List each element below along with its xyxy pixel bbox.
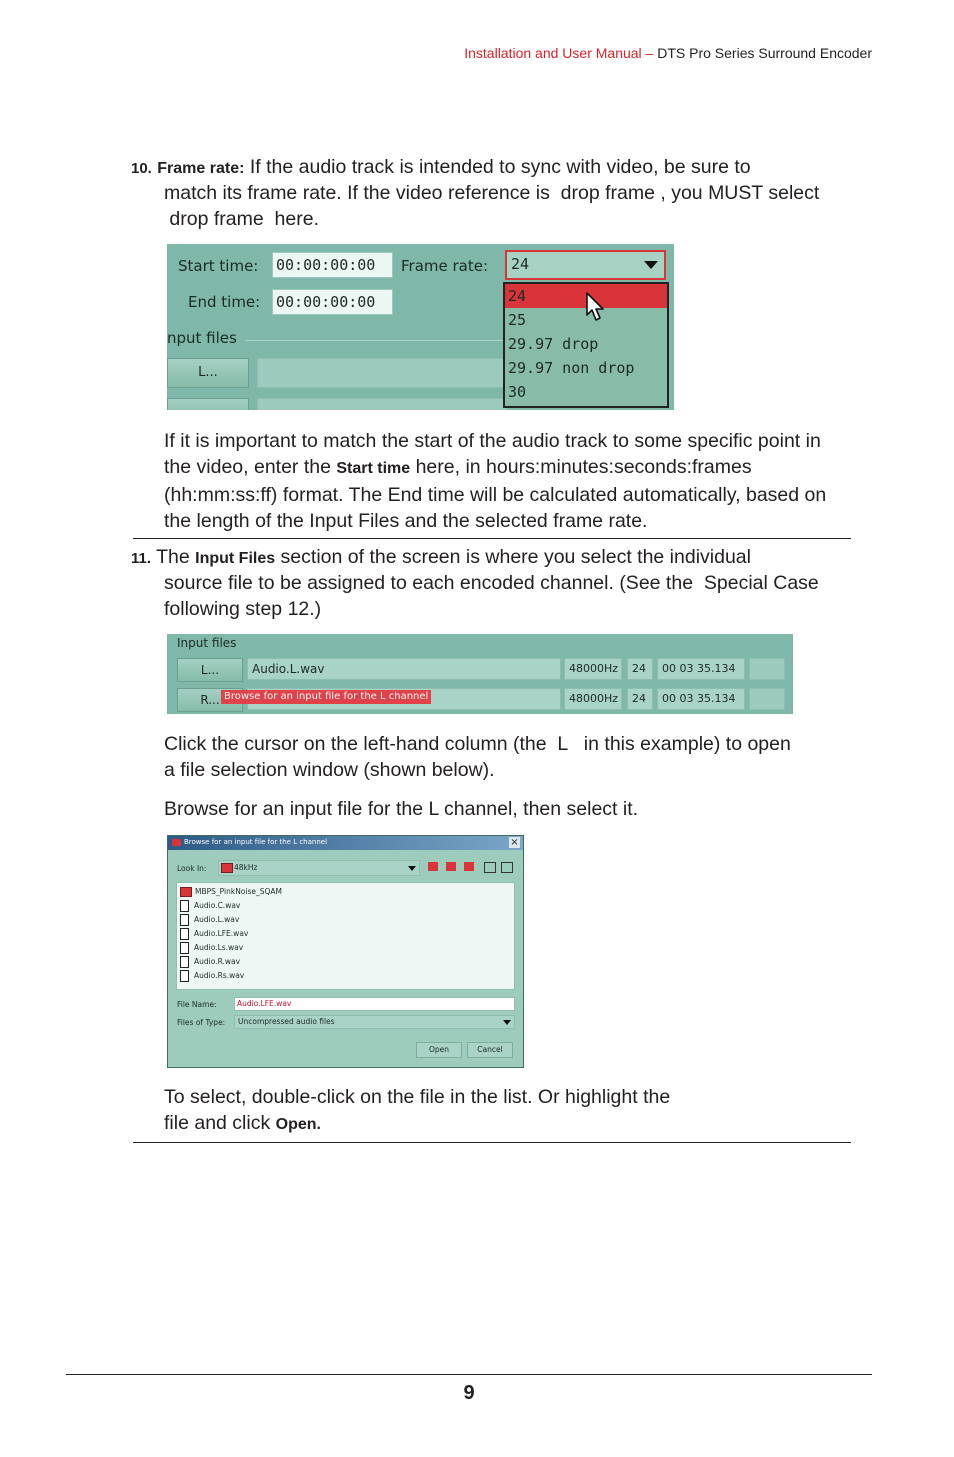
r-channel-button[interactable]: R... xyxy=(177,688,243,712)
folder-icon xyxy=(221,863,233,873)
click-paragraph-line1: Click the cursor on the left-hand column (the L in this example) to open xyxy=(164,733,791,755)
step-10 xyxy=(131,154,871,182)
paragraph-text: section of the screen is where you select the individual xyxy=(275,546,751,568)
frame-rate-option[interactable]: 24 xyxy=(505,284,667,308)
r-channel-duration: 00 03 35.134 xyxy=(657,688,745,710)
step-10-keyword: Frame rate: xyxy=(157,160,245,177)
look-in-label: Look In: xyxy=(177,864,207,873)
select-paragraph-line1: To select, double-click on the file in the list. Or highlight the xyxy=(164,1086,671,1108)
files-of-type-select[interactable] xyxy=(234,1015,515,1029)
file-icon xyxy=(180,914,189,926)
l-channel-select[interactable] xyxy=(749,658,785,680)
footer-rule xyxy=(66,1374,872,1375)
section-divider xyxy=(133,1142,851,1143)
file-name-input[interactable] xyxy=(234,997,515,1011)
header-title-part1: Installation and User Manual – xyxy=(464,45,654,61)
file-name: Audio.C.wav xyxy=(194,901,241,910)
paragraph-line: (hh:mm:ss:ff) format. The End time will be calculated automatically, based on xyxy=(164,484,827,506)
page-number: 9 xyxy=(463,1382,475,1404)
paragraph-text: The xyxy=(156,546,196,568)
frame-rate-option[interactable]: 29.97 non drop xyxy=(508,359,635,377)
look-in-value: 48kHz xyxy=(234,863,258,872)
step-11 xyxy=(131,544,871,572)
files-of-type-label: Files of Type: xyxy=(177,1018,226,1027)
list-view-icon[interactable] xyxy=(484,862,496,873)
r-channel-select[interactable] xyxy=(749,688,785,710)
mouse-cursor-icon xyxy=(585,291,607,323)
open-keyword: Open. xyxy=(275,1116,321,1133)
start-time-label: Start time: xyxy=(178,257,259,275)
new-folder-icon[interactable] xyxy=(464,862,474,871)
l-channel-bits: 24 xyxy=(627,658,653,680)
folder-icon xyxy=(180,887,192,897)
cancel-button[interactable]: Cancel xyxy=(467,1042,513,1058)
file-name: Audio.Rs.wav xyxy=(194,971,245,980)
paragraph-text: the video, enter the xyxy=(164,456,337,478)
files-of-type-value: Uncompressed audio files xyxy=(238,1017,335,1026)
step-11-number: 11. xyxy=(131,550,152,567)
chevron-down-icon xyxy=(408,866,416,871)
step-10-line2: match its frame rate. If the video reference is drop frame , you MUST select xyxy=(164,182,820,204)
l-channel-button[interactable]: L... xyxy=(177,658,243,682)
r-channel-button[interactable] xyxy=(167,398,249,410)
l-channel-button[interactable]: L... xyxy=(167,358,249,388)
input-files-keyword: Input Files xyxy=(195,550,276,567)
list-item[interactable] xyxy=(180,941,243,955)
step-10-line1: If the audio track is intended to sync with video, be sure to xyxy=(249,156,751,178)
file-icon xyxy=(180,928,189,940)
paragraph-text: here, in hours:minutes:seconds:frames xyxy=(410,456,752,478)
close-icon[interactable]: × xyxy=(510,837,519,848)
list-item[interactable] xyxy=(180,913,239,927)
frame-rate-option[interactable]: 29.97 drop xyxy=(508,335,599,353)
file-name-value: Audio.LFE.wav xyxy=(237,999,292,1008)
dialog-title: Browse for an input file for the L channel xyxy=(184,838,328,846)
browse-paragraph: Browse for an input file for the L channel, then select it. xyxy=(164,798,639,820)
file-name: Audio.R.wav xyxy=(194,957,241,966)
start-time-keyword: Start time xyxy=(336,460,411,477)
l-channel-rate: 48000Hz xyxy=(564,658,622,680)
start-time-paragraph xyxy=(164,428,884,534)
input-files-label: nput files xyxy=(167,329,237,347)
list-item[interactable] xyxy=(180,885,282,899)
file-icon xyxy=(180,900,189,912)
end-time-label: End time: xyxy=(188,293,261,311)
look-in-select[interactable] xyxy=(218,860,420,876)
paragraph-line: the length of the Input Files and the selected frame rate. xyxy=(164,510,648,532)
file-icon xyxy=(180,942,189,954)
running-header xyxy=(464,45,872,61)
l-channel-file-field[interactable] xyxy=(257,358,507,388)
list-item[interactable] xyxy=(180,955,240,969)
file-name: Audio.L.wav xyxy=(194,915,240,924)
frame-rate-select[interactable] xyxy=(505,250,666,280)
header-title-part2: DTS Pro Series Surround Encoder xyxy=(657,45,872,61)
frame-rate-option[interactable]: 25 xyxy=(508,311,527,329)
tooltip: Browse for an input file for the L channel xyxy=(221,690,431,704)
file-dialog-screenshot xyxy=(167,835,524,1068)
section-divider xyxy=(133,538,851,539)
list-item[interactable] xyxy=(180,927,248,941)
r-channel-file-field[interactable] xyxy=(257,398,507,410)
r-channel-rate: 48000Hz xyxy=(564,688,622,710)
list-item[interactable] xyxy=(180,969,244,983)
file-name: Audio.Ls.wav xyxy=(194,943,244,952)
home-icon[interactable] xyxy=(446,862,456,871)
input-files-section-label: Input files xyxy=(177,636,237,650)
app-icon xyxy=(172,839,181,846)
r-channel-bits: 24 xyxy=(627,688,653,710)
select-paragraph-line2 xyxy=(164,1110,884,1138)
start-time-input[interactable]: 00:00:00:00 xyxy=(272,252,393,278)
details-view-icon[interactable] xyxy=(501,862,513,873)
frame-rate-option[interactable]: 30 xyxy=(508,383,527,401)
paragraph-text: file and click xyxy=(164,1112,276,1134)
input-files-screenshot xyxy=(167,634,793,714)
l-channel-file[interactable]: Audio.L.wav xyxy=(247,658,561,680)
list-item[interactable] xyxy=(180,899,240,913)
open-button[interactable]: Open xyxy=(416,1042,462,1058)
click-paragraph-line2: a file selection window (shown below). xyxy=(164,759,495,781)
divider xyxy=(245,340,505,341)
file-name: Audio.LFE.wav xyxy=(194,929,249,938)
step-10-line3: drop frame here. xyxy=(164,208,319,230)
chevron-down-icon xyxy=(503,1020,511,1025)
step-10-number: 10. xyxy=(131,160,152,177)
folder-name: MBPS_PinkNoise_SQAM xyxy=(195,887,283,896)
l-channel-duration: 00 03 35.134 xyxy=(657,658,745,680)
up-folder-icon[interactable] xyxy=(428,862,438,871)
timing-panel-screenshot xyxy=(167,244,674,410)
frame-rate-label: Frame rate: xyxy=(401,257,489,275)
dialog-titlebar xyxy=(168,836,523,850)
file-name-label: File Name: xyxy=(177,1000,217,1009)
step-11-line3: following step 12.) xyxy=(164,598,322,620)
chevron-down-icon xyxy=(644,261,658,269)
paragraph-line: If it is important to match the start of the audio track to some specific point in xyxy=(164,430,821,452)
file-icon xyxy=(180,956,189,968)
file-list[interactable] xyxy=(176,882,515,990)
frame-rate-value: 24 xyxy=(511,255,530,273)
end-time-input[interactable]: 00:00:00:00 xyxy=(272,289,393,315)
file-icon xyxy=(180,970,189,982)
step-11-line2: source file to be assigned to each encoded channel. (See the Special Case xyxy=(164,572,819,594)
